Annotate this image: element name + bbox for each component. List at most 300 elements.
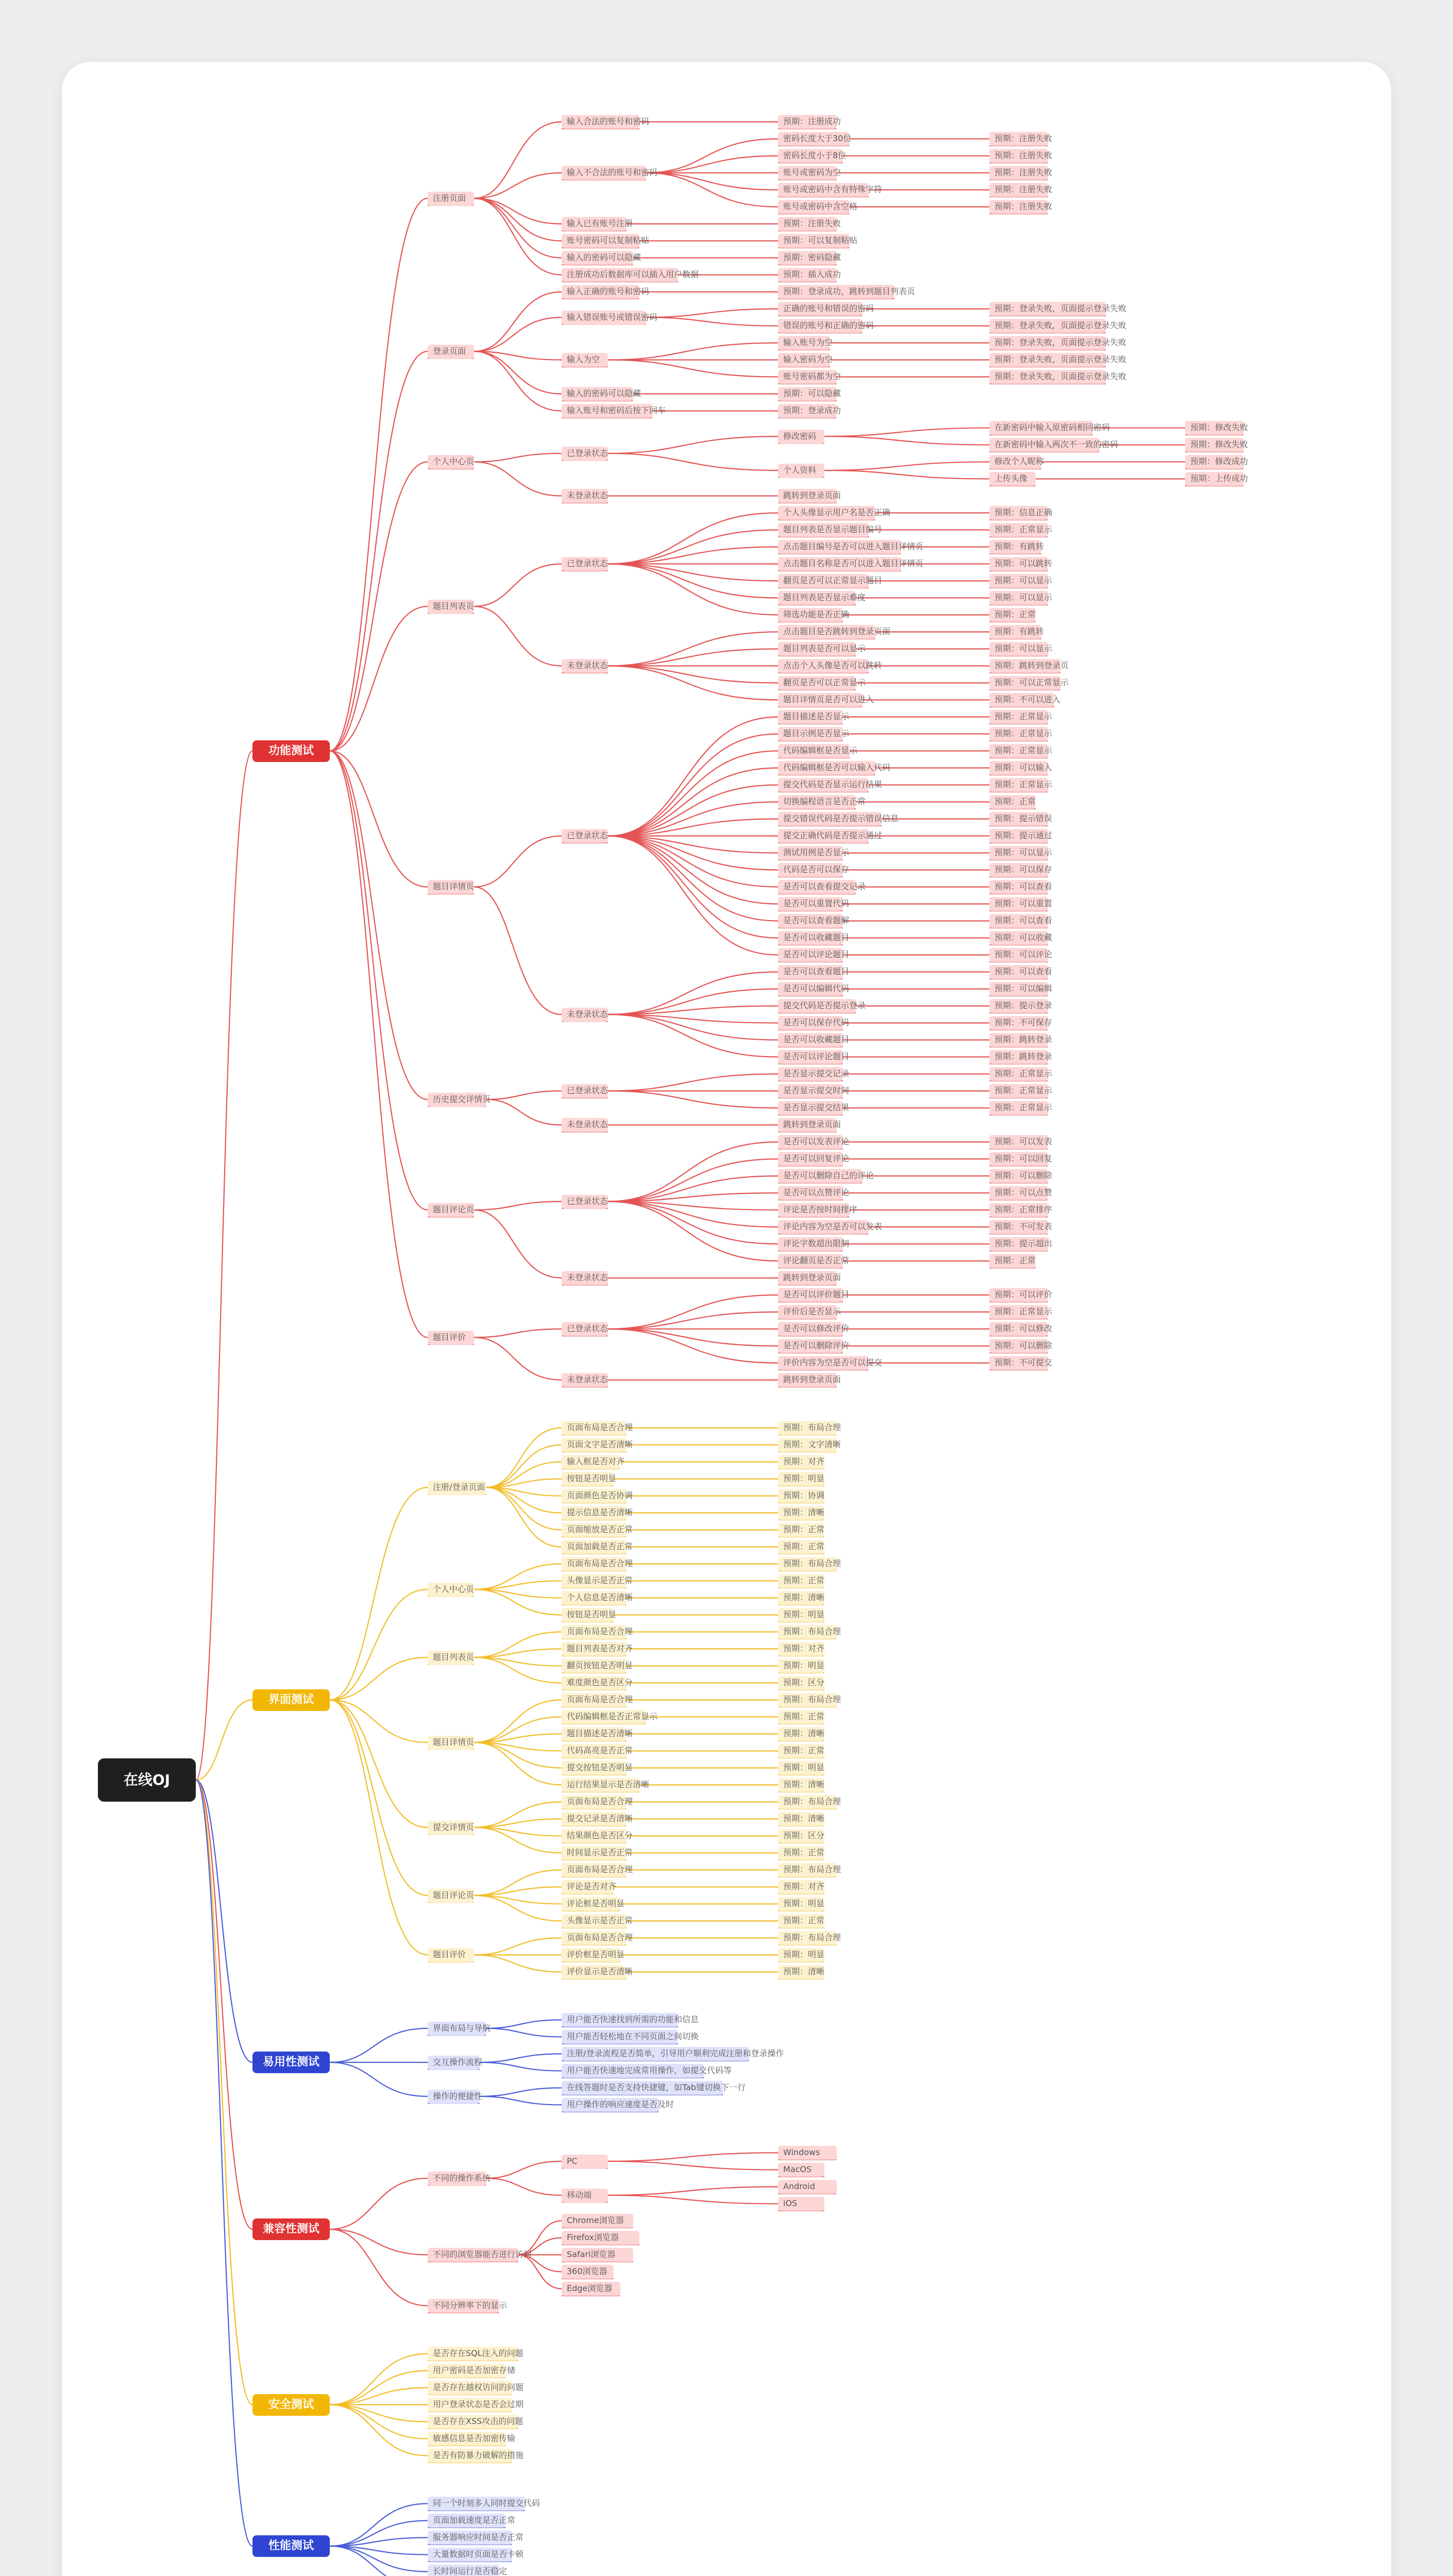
root-node[interactable]: 在线OJ — [98, 1758, 196, 1802]
leaf-node[interactable]: 预期：可以正常显示 — [989, 676, 1061, 690]
topic-node[interactable]: 个人信息是否清晰 — [562, 1591, 627, 1605]
leaf-node[interactable]: 预期：登录成功，跳转到题目列表页 — [778, 285, 894, 299]
leaf-node[interactable]: 预期：正常 — [778, 1846, 824, 1860]
topic-node[interactable]: 不同的操作系统 — [428, 2172, 486, 2185]
leaf-node[interactable]: 预期：可以输入 — [989, 761, 1048, 775]
leaf-node[interactable]: 预期：注册成功 — [778, 115, 837, 129]
topic-node[interactable]: 上传头像 — [989, 472, 1036, 486]
topic-node[interactable]: 题目评价 — [428, 1331, 474, 1345]
topic-node[interactable]: 界面布局与导航 — [428, 2022, 486, 2036]
topic-node[interactable]: 点击题目是否跳转到登录页面 — [778, 625, 875, 639]
leaf-node[interactable]: 预期：提示通过 — [989, 829, 1048, 843]
topic-node[interactable]: 修改密码 — [778, 430, 824, 444]
leaf-node[interactable]: 预期：正常显示 — [989, 744, 1048, 758]
topic-node[interactable]: 测试用例是否显示 — [778, 846, 843, 860]
topic-node[interactable]: 交互操作流程 — [428, 2056, 480, 2070]
connector-line — [824, 436, 989, 445]
leaf-node[interactable]: 预期：正常显示 — [989, 1084, 1048, 1098]
connector-line — [480, 2062, 562, 2071]
topic-node[interactable]: 页面文字是否清晰 — [562, 1438, 627, 1452]
topic-node[interactable]: PC — [562, 2155, 608, 2168]
topic-node[interactable]: 输入框是否对齐 — [562, 1455, 620, 1469]
leaf-node[interactable]: 敏感信息是否加密传输 — [428, 2432, 505, 2446]
topic-node[interactable]: 题目详情页是否可以进入 — [778, 693, 863, 707]
topic-node[interactable]: 题目列表是否可以显示 — [778, 642, 856, 656]
topic-node[interactable]: 代码编辑框是否可以输入代码 — [778, 761, 875, 775]
leaf-node[interactable]: 预期：登录成功 — [778, 404, 837, 418]
leaf-node[interactable]: 预期：正常排序 — [989, 1203, 1048, 1217]
topic-node[interactable]: 提交按钮是否明显 — [562, 1761, 627, 1775]
leaf-node[interactable]: 预期：明显 — [778, 1608, 824, 1622]
topic-node[interactable]: 输入的密码可以隐藏 — [562, 387, 633, 401]
topic-node[interactable]: 筛选功能是否正确 — [778, 608, 843, 622]
topic-node[interactable]: 是否可以评价题目 — [778, 1288, 843, 1302]
topic-node[interactable]: 代码是否可以保存 — [778, 863, 843, 877]
leaf-node[interactable]: 预期：明显 — [778, 1659, 824, 1673]
topic-node[interactable]: 是否可以查看提交记录 — [778, 880, 856, 894]
topic-node[interactable]: 提交代码是否显示运行结果 — [778, 778, 869, 792]
topic-node[interactable]: 输入合法的账号和密码 — [562, 115, 639, 129]
topic-node[interactable]: 代码编辑框是否显示 — [778, 744, 850, 758]
topic-node[interactable]: 密码长度小于8位 — [778, 149, 843, 163]
leaf-node[interactable]: 是否存在XSS攻击的问题 — [428, 2415, 518, 2429]
connector-line — [608, 1201, 778, 1244]
leaf-node[interactable]: 预期：提示错误 — [989, 812, 1048, 826]
topic-node[interactable]: 评论翻页是否正常 — [778, 1254, 843, 1268]
topic-node[interactable]: 评论内容为空是否可以发表 — [778, 1220, 869, 1234]
leaf-node[interactable]: 不同分辨率下的显示 — [428, 2299, 499, 2313]
topic-node[interactable]: 页面布局是否合理 — [562, 1795, 627, 1809]
topic-node[interactable]: 评价内容为空是否可以提交 — [778, 1356, 869, 1370]
topic-node[interactable]: 已登录状态 — [562, 1322, 608, 1336]
leaf-node[interactable]: 预期：布局合理 — [778, 1557, 837, 1571]
leaf-node[interactable]: 预期：可以查看 — [989, 914, 1048, 928]
leaf-node[interactable]: 跳转到登录页面 — [778, 1373, 837, 1387]
topic-node[interactable]: 未登录状态 — [562, 659, 608, 673]
leaf-node[interactable]: 预期：上传成功 — [1185, 472, 1244, 486]
topic-node[interactable]: 操作的便捷性 — [428, 2090, 480, 2104]
leaf-node[interactable]: 预期：修改成功 — [1185, 455, 1244, 469]
topic-node[interactable]: 运行结果显示是否清晰 — [562, 1778, 639, 1792]
connector-line — [486, 1428, 562, 1488]
leaf-node[interactable]: 预期：布局合理 — [778, 1795, 837, 1809]
leaf-node[interactable]: 预期：修改失败 — [1185, 421, 1244, 435]
leaf-node[interactable]: 预期：注册失败 — [989, 132, 1048, 146]
leaf-node[interactable]: Windows — [778, 2146, 837, 2160]
topic-node[interactable]: 按钮是否明显 — [562, 1608, 614, 1622]
leaf-node[interactable]: 预期：不可发表 — [989, 1220, 1048, 1234]
leaf-node[interactable]: 预期：登录失败，页面提示登录失败 — [989, 336, 1106, 350]
leaf-node[interactable]: 预期：正常 — [778, 1574, 824, 1588]
topic-node[interactable]: 个人头像显示用户名是否正确 — [778, 506, 875, 520]
leaf-node[interactable]: 跳转到登录页面 — [778, 1271, 837, 1285]
leaf-node[interactable]: 360浏览器 — [562, 2265, 614, 2279]
connector-line — [608, 1312, 778, 1329]
topic-node[interactable]: 提交代码是否提示登录 — [778, 999, 856, 1013]
leaf-node[interactable]: 预期：清晰 — [778, 1727, 824, 1741]
leaf-node[interactable]: 预期：协调 — [778, 1489, 824, 1503]
topic-node[interactable]: 评论框是否明显 — [562, 1897, 620, 1911]
topic-node[interactable]: 是否可以删除自己的评论 — [778, 1169, 863, 1183]
leaf-node[interactable]: 预期：明显 — [778, 1948, 824, 1962]
topic-node[interactable]: 评论是否按时间排序 — [778, 1203, 850, 1217]
leaf-node[interactable]: 预期：注册失败 — [989, 149, 1048, 163]
topic-node[interactable]: 是否显示提交记录 — [778, 1067, 843, 1081]
topic-node[interactable]: 输入的密码可以隐藏 — [562, 251, 633, 265]
leaf-node[interactable]: 预期：可以回复 — [989, 1152, 1048, 1166]
topic-node[interactable]: 题目详情页 — [428, 880, 474, 894]
leaf-node[interactable]: 预期：可以显示 — [989, 642, 1048, 656]
topic-node[interactable]: 个人中心页 — [428, 1583, 474, 1597]
topic-node[interactable]: 结果颜色是否区分 — [562, 1829, 627, 1843]
topic-node[interactable]: 登录页面 — [428, 345, 474, 359]
connector-line — [474, 1329, 562, 1338]
topic-node[interactable]: 是否可以发表评论 — [778, 1135, 843, 1149]
leaf-node[interactable]: 预期：正常显示 — [989, 778, 1048, 792]
leaf-node[interactable]: 跳转到登录页面 — [778, 489, 837, 503]
topic-node[interactable]: 题目评论页 — [428, 1889, 474, 1903]
topic-node[interactable]: 翻页是否可以正常显示题目 — [778, 574, 869, 588]
leaf-node[interactable]: 预期：可以显示 — [989, 574, 1048, 588]
leaf-node[interactable]: 用户能否快速地完成常用操作，如提交代码等 — [562, 2064, 704, 2078]
topic-node[interactable]: 输入账号和密码后按下回车 — [562, 404, 652, 418]
connector-line — [608, 785, 778, 836]
topic-node[interactable]: 评论字数超出限制 — [778, 1237, 843, 1251]
topic-node[interactable]: 已登录状态 — [562, 557, 608, 571]
topic-node[interactable]: 页面颜色是否协调 — [562, 1489, 627, 1503]
topic-node[interactable]: 题目示例是否显示 — [778, 727, 843, 741]
topic-node[interactable]: 题目评论页 — [428, 1203, 474, 1217]
leaf-node[interactable]: 预期：清晰 — [778, 1965, 824, 1979]
topic-node[interactable]: 注册页面 — [428, 192, 474, 206]
topic-node[interactable]: 输入错误账号或错误密码 — [562, 311, 646, 325]
leaf-node[interactable]: 预期：布局合理 — [778, 1693, 837, 1707]
leaf-node[interactable]: 预期：正常 — [989, 795, 1036, 809]
topic-node[interactable]: 点击个人头像是否可以跳转 — [778, 659, 869, 673]
leaf-node[interactable]: 预期：可以点赞 — [989, 1186, 1048, 1200]
topic-node[interactable]: 评价显示是否清晰 — [562, 1965, 627, 1979]
leaf-node[interactable]: 长时间运行是否稳定 — [428, 2565, 499, 2576]
leaf-node[interactable]: 是否存在SQL注入的问题 — [428, 2347, 518, 2361]
leaf-node[interactable]: Edge浏览器 — [562, 2282, 620, 2296]
topic-node[interactable]: 题目列表是否显示难度 — [778, 591, 856, 605]
topic-node[interactable]: 页面布局是否合理 — [562, 1557, 627, 1571]
leaf-node[interactable]: 预期：注册失败 — [989, 166, 1048, 180]
leaf-node[interactable]: 预期：可以显示 — [989, 846, 1048, 860]
topic-node[interactable]: 头像显示是否正常 — [562, 1914, 627, 1928]
topic-node[interactable]: 提交详情页 — [428, 1821, 474, 1835]
leaf-node[interactable]: 预期：注册失败 — [778, 217, 837, 231]
leaf-node[interactable]: 预期：提示超出 — [989, 1237, 1048, 1251]
topic-node[interactable]: 已登录状态 — [562, 829, 608, 843]
leaf-node[interactable]: 预期：跳转登录 — [989, 1033, 1048, 1047]
topic-node[interactable]: 提交记录是否清晰 — [562, 1812, 627, 1826]
leaf-node[interactable]: 用户能否轻松地在不同页面之间切换 — [562, 2030, 678, 2044]
leaf-node[interactable]: 是否有防暴力破解的措施 — [428, 2449, 512, 2463]
topic-node[interactable]: 页面布局是否合理 — [562, 1863, 627, 1877]
topic-node[interactable]: 是否可以收藏题目 — [778, 1033, 843, 1047]
leaf-node[interactable]: 预期：注册失败 — [989, 200, 1048, 214]
topic-node[interactable]: 账号或密码为空 — [778, 166, 837, 180]
topic-node[interactable]: 历史提交详情页 — [428, 1093, 486, 1107]
topic-node[interactable]: 是否可以删除评价 — [778, 1339, 843, 1353]
leaf-node[interactable]: 服务器响应时间是否正常 — [428, 2531, 512, 2545]
leaf-node[interactable]: 用户能否快速找到所需的功能和信息 — [562, 2013, 678, 2027]
leaf-node[interactable]: 预期：正常显示 — [989, 523, 1048, 537]
leaf-node[interactable]: 预期：可以查看 — [989, 880, 1048, 894]
leaf-node[interactable]: 预期：可以重置 — [989, 897, 1048, 911]
connector-line — [474, 1955, 562, 1972]
leaf-node[interactable]: 用户登录状态是否会过期 — [428, 2398, 512, 2412]
leaf-node[interactable]: 预期：可以显示 — [989, 591, 1048, 605]
topic-node[interactable]: 输入不合法的账号和密码 — [562, 166, 646, 180]
topic-node[interactable]: 页面布局是否合理 — [562, 1693, 627, 1707]
leaf-node[interactable]: 预期：有跳转 — [989, 625, 1041, 639]
leaf-node[interactable]: 用户操作的响应速度是否及时 — [562, 2098, 659, 2112]
topic-node[interactable]: 未登录状态 — [562, 1271, 608, 1285]
topic-node[interactable]: 头像显示是否正常 — [562, 1574, 627, 1588]
leaf-node[interactable]: 预期：正常 — [778, 1914, 824, 1928]
topic-node[interactable]: 正确的账号和错误的密码 — [778, 302, 863, 316]
leaf-node[interactable]: 预期：插入成功 — [778, 268, 837, 282]
leaf-node[interactable]: 预期：对齐 — [778, 1642, 824, 1656]
topic-node[interactable]: 输入为空 — [562, 353, 608, 367]
leaf-node[interactable]: 预期：对齐 — [778, 1880, 824, 1894]
topic-node[interactable]: 在新密码中输入两次不一致的密码 — [989, 438, 1100, 452]
topic-node[interactable]: 页面布局是否合理 — [562, 1625, 627, 1639]
leaf-node[interactable]: 预期：正常显示 — [989, 1305, 1048, 1319]
leaf-node[interactable]: 预期：跳转到登录页 — [989, 659, 1061, 673]
leaf-node[interactable]: 预期：可以删除 — [989, 1169, 1048, 1183]
topic-node[interactable]: 题目描述是否显示 — [778, 710, 843, 724]
topic-node[interactable]: 页面缩放是否正常 — [562, 1523, 627, 1537]
leaf-node[interactable]: 预期：可以编辑 — [989, 982, 1048, 996]
topic-node[interactable]: 未登录状态 — [562, 1008, 608, 1022]
leaf-node[interactable]: 预期：对齐 — [778, 1455, 824, 1469]
leaf-node[interactable]: 同一个时刻多人同时提交代码 — [428, 2497, 525, 2511]
leaf-node[interactable]: 预期：可以发表 — [989, 1135, 1048, 1149]
topic-node[interactable]: 密码长度大于30位 — [778, 132, 850, 146]
leaf-node[interactable]: 预期：布局合理 — [778, 1421, 837, 1435]
topic-node[interactable]: 评价后是否显示 — [778, 1305, 837, 1319]
topic-node[interactable]: 是否可以查看题目 — [778, 965, 843, 979]
topic-node[interactable]: 个人中心页 — [428, 455, 474, 469]
leaf-node[interactable]: 预期：清晰 — [778, 1506, 824, 1520]
topic-node[interactable]: 时间显示是否正常 — [562, 1846, 627, 1860]
leaf-node[interactable]: 页面加载速度是否正常 — [428, 2514, 505, 2528]
leaf-node[interactable]: 预期：正常 — [989, 608, 1036, 622]
leaf-node[interactable]: 预期：正常显示 — [989, 710, 1048, 724]
leaf-node[interactable]: 预期：可以保存 — [989, 863, 1048, 877]
leaf-node[interactable]: 预期：修改失败 — [1185, 438, 1244, 452]
topic-node[interactable]: 页面布局是否合理 — [562, 1931, 627, 1945]
leaf-node[interactable]: 预期：布局合理 — [778, 1863, 837, 1877]
leaf-node[interactable]: iOS — [778, 2197, 824, 2211]
leaf-node[interactable]: 预期：信息正确 — [989, 506, 1048, 520]
leaf-node[interactable]: 在线答题时是否支持快捷键，如Tab键切换下一行 — [562, 2081, 723, 2095]
topic-node[interactable]: 修改个人昵称 — [989, 455, 1041, 469]
leaf-node[interactable]: 预期：文字清晰 — [778, 1438, 837, 1452]
leaf-node[interactable]: 预期：可以查看 — [989, 965, 1048, 979]
category-node[interactable]: 界面测试 — [252, 1689, 330, 1711]
topic-node[interactable]: 评价框是否明显 — [562, 1948, 620, 1962]
topic-node[interactable]: 错误的账号和正确的密码 — [778, 319, 863, 333]
topic-node[interactable]: 账号密码可以复制粘贴 — [562, 234, 639, 248]
topic-node[interactable]: 切换编程语言是否正常 — [778, 795, 856, 809]
leaf-node[interactable]: 预期：清晰 — [778, 1812, 824, 1826]
leaf-node[interactable]: 预期：明显 — [778, 1761, 824, 1775]
leaf-node[interactable]: 预期：提示登录 — [989, 999, 1048, 1013]
topic-node[interactable]: 评论是否对齐 — [562, 1880, 614, 1894]
topic-node[interactable]: 移动端 — [562, 2189, 608, 2202]
topic-node[interactable]: 个人资料 — [778, 464, 824, 478]
category-node[interactable]: 安全测试 — [252, 2394, 330, 2416]
leaf-node[interactable]: 预期：可以收藏 — [989, 931, 1048, 945]
leaf-node[interactable]: 预期：可以修改 — [989, 1322, 1048, 1336]
leaf-node[interactable]: 预期：区分 — [778, 1829, 824, 1843]
topic-node[interactable]: 是否可以查看题解 — [778, 914, 843, 928]
topic-node[interactable]: 是否可以修改评价 — [778, 1322, 843, 1336]
leaf-node[interactable]: MacOS — [778, 2163, 824, 2177]
category-node[interactable]: 兼容性测试 — [252, 2218, 330, 2240]
topic-node[interactable]: 提交正确代码是否提示通过 — [778, 829, 869, 843]
topic-node[interactable]: 题目列表页 — [428, 1651, 474, 1665]
connector-line — [608, 2161, 778, 2170]
connector-line — [474, 1742, 562, 1785]
topic-node[interactable]: 按钮是否明显 — [562, 1472, 614, 1486]
topic-node[interactable]: 提示信息是否清晰 — [562, 1506, 627, 1520]
leaf-node[interactable]: 预期：正常 — [778, 1710, 824, 1724]
leaf-node[interactable]: 预期：有跳转 — [989, 540, 1041, 554]
topic-node[interactable]: 已登录状态 — [562, 447, 608, 461]
leaf-node[interactable]: 注册/登录流程是否简单，引导用户顺利完成注册和登录操作 — [562, 2047, 749, 2061]
leaf-node[interactable]: 预期：可以评价 — [989, 1288, 1048, 1302]
topic-node[interactable]: 已登录状态 — [562, 1195, 608, 1209]
topic-node[interactable]: 题目评价 — [428, 1948, 474, 1962]
leaf-node[interactable]: 预期：不可以进入 — [989, 693, 1054, 707]
topic-node[interactable]: 是否可以回复评论 — [778, 1152, 843, 1166]
leaf-node[interactable]: Firefox浏览器 — [562, 2231, 639, 2245]
leaf-node[interactable]: Chrome浏览器 — [562, 2214, 633, 2228]
topic-node[interactable]: 账号密码都为空 — [778, 370, 837, 384]
topic-node[interactable]: 页面加载是否正常 — [562, 1540, 627, 1554]
leaf-node[interactable]: 是否存在越权访问的问题 — [428, 2381, 512, 2395]
topic-node[interactable]: 注册成功后数据库可以插入用户数据 — [562, 268, 678, 282]
topic-node[interactable]: 代码编辑框是否正常显示 — [562, 1710, 646, 1724]
leaf-node[interactable]: 预期：可以复制粘贴 — [778, 234, 850, 248]
topic-node[interactable]: 题目列表是否对齐 — [562, 1642, 627, 1656]
connector-line — [646, 173, 779, 190]
topic-node[interactable]: 未登录状态 — [562, 1373, 608, 1387]
leaf-node[interactable]: 预期：登录失败，页面提示登录失败 — [989, 302, 1106, 316]
leaf-node[interactable]: 预期：可以跳转 — [989, 557, 1048, 571]
topic-node[interactable]: 是否可以评论题目 — [778, 948, 843, 962]
topic-node[interactable]: 是否可以编辑代码 — [778, 982, 843, 996]
leaf-node[interactable]: 预期：跳转登录 — [989, 1050, 1048, 1064]
topic-node[interactable]: 输入密码为空 — [778, 353, 830, 367]
leaf-node[interactable]: 预期：正常显示 — [989, 1067, 1048, 1081]
topic-node[interactable]: 输入账号为空 — [778, 336, 830, 350]
topic-node[interactable]: 点击题目编号是否可以进入题目详情页 — [778, 540, 901, 554]
topic-node[interactable]: 翻页按钮是否明显 — [562, 1659, 627, 1673]
topic-node[interactable]: 是否显示提交结果 — [778, 1101, 843, 1115]
leaf-node[interactable]: Android — [778, 2180, 837, 2194]
category-node[interactable]: 性能测试 — [252, 2535, 330, 2557]
leaf-node[interactable]: 预期：正常 — [778, 1540, 824, 1554]
topic-node[interactable]: 未登录状态 — [562, 489, 608, 503]
leaf-node[interactable]: 预期：注册失败 — [989, 183, 1048, 197]
connector-line — [608, 734, 778, 836]
leaf-node[interactable]: 预期：清晰 — [778, 1778, 824, 1792]
leaf-node[interactable]: 预期：明显 — [778, 1897, 824, 1911]
leaf-node[interactable]: 预期：清晰 — [778, 1591, 824, 1605]
leaf-node[interactable]: 预期：正常显示 — [989, 727, 1048, 741]
topic-node[interactable]: 未登录状态 — [562, 1118, 608, 1132]
topic-node[interactable]: 在新密码中输入原密码相同密码 — [989, 421, 1093, 435]
topic-node[interactable]: 是否可以收藏题目 — [778, 931, 843, 945]
leaf-node[interactable]: 大量数据时页面是否卡顿 — [428, 2548, 512, 2562]
leaf-node[interactable]: 预期：不可保存 — [989, 1016, 1048, 1030]
leaf-node[interactable]: 预期：登录失败，页面提示登录失败 — [989, 370, 1106, 384]
leaf-node[interactable]: 预期：布局合理 — [778, 1625, 837, 1639]
topic-node[interactable]: 输入已有账号注册 — [562, 217, 627, 231]
topic-node[interactable]: 提交错误代码是否提示错误信息 — [778, 812, 882, 826]
leaf-node[interactable]: Safari浏览器 — [562, 2248, 633, 2262]
topic-node[interactable]: 页面布局是否合理 — [562, 1421, 627, 1435]
leaf-node[interactable]: 预期：密码隐藏 — [778, 251, 837, 265]
leaf-node[interactable]: 预期：不可提交 — [989, 1356, 1048, 1370]
connector-line — [474, 1210, 562, 1278]
topic-node[interactable]: 输入正确的账号和密码 — [562, 285, 639, 299]
leaf-node[interactable]: 预期：正常显示 — [989, 1101, 1048, 1115]
topic-node[interactable]: 账号或密码中含有特殊字符 — [778, 183, 869, 197]
topic-node[interactable]: 不同的浏览器能否进行访问 — [428, 2248, 518, 2262]
leaf-node[interactable]: 预期：明显 — [778, 1472, 824, 1486]
leaf-node[interactable]: 预期：可以隐藏 — [778, 387, 837, 401]
leaf-node[interactable]: 预期：可以评论 — [989, 948, 1048, 962]
topic-node[interactable]: 注册/登录页面 — [428, 1481, 486, 1495]
leaf-node[interactable]: 预期：登录失败，页面提示登录失败 — [989, 319, 1106, 333]
leaf-node[interactable]: 预期：区分 — [778, 1676, 824, 1690]
category-node[interactable]: 易用性测试 — [252, 2052, 330, 2073]
leaf-node[interactable]: 预期：正常 — [778, 1523, 824, 1537]
leaf-node[interactable]: 预期：登录失败，页面提示登录失败 — [989, 353, 1106, 367]
connector-line — [486, 1462, 562, 1488]
topic-node[interactable]: 代码高亮是否正常 — [562, 1744, 627, 1758]
topic-node[interactable]: 题目描述是否清晰 — [562, 1727, 627, 1741]
leaf-node[interactable]: 跳转到登录页面 — [778, 1118, 837, 1132]
topic-node[interactable]: 题目列表是否显示题目编号 — [778, 523, 869, 537]
leaf-node[interactable]: 用户密码是否加密存储 — [428, 2364, 505, 2378]
topic-node[interactable]: 题目列表页 — [428, 600, 474, 614]
topic-node[interactable]: 是否可以评论题目 — [778, 1050, 843, 1064]
topic-node[interactable]: 题目详情页 — [428, 1736, 474, 1750]
leaf-node[interactable]: 预期：正常 — [989, 1254, 1036, 1268]
topic-node[interactable]: 账号或密码中含空格 — [778, 200, 850, 214]
category-node[interactable]: 功能测试 — [252, 740, 330, 762]
topic-node[interactable]: 点击题目名称是否可以进入题目详情页 — [778, 557, 901, 571]
leaf-node[interactable]: 预期：布局合理 — [778, 1931, 837, 1945]
topic-node[interactable]: 是否可以保存代码 — [778, 1016, 843, 1030]
leaf-node[interactable]: 预期：可以删除 — [989, 1339, 1048, 1353]
topic-node[interactable]: 是否可以重置代码 — [778, 897, 843, 911]
topic-node[interactable]: 是否可以点赞评论 — [778, 1186, 843, 1200]
leaf-node[interactable]: 预期：正常 — [778, 1744, 824, 1758]
topic-node[interactable]: 已登录状态 — [562, 1084, 608, 1098]
topic-node[interactable]: 翻页是否可以正常显示 — [778, 676, 856, 690]
topic-node[interactable]: 难度颜色是否区分 — [562, 1676, 627, 1690]
topic-node[interactable]: 是否显示提交时间 — [778, 1084, 843, 1098]
